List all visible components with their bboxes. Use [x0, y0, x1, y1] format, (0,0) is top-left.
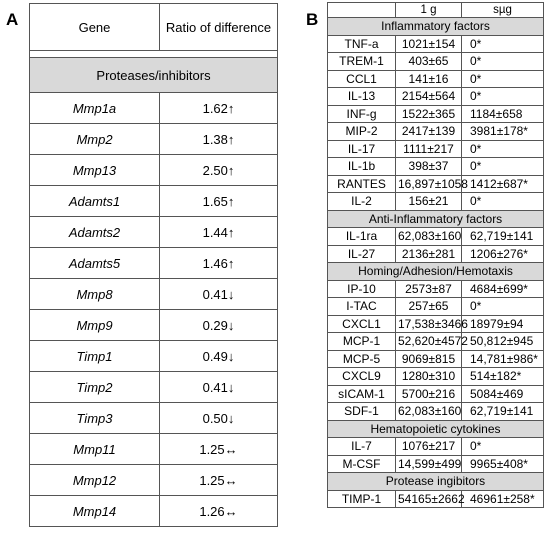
- table-row: [328, 298, 544, 316]
- dose-sug-value: 46961±258*: [462, 490, 544, 508]
- ratio-value: 0.41↓: [160, 372, 278, 403]
- factor-name: INF-g: [328, 105, 396, 123]
- table-row: [30, 372, 278, 403]
- table-row: [328, 350, 544, 368]
- factor-name: IL-27: [328, 245, 396, 263]
- factor-name: sICAM-1: [328, 385, 396, 403]
- gene-name: Timp2: [30, 372, 160, 403]
- table-row: [30, 248, 278, 279]
- ratio-value: 1.25↔: [160, 434, 278, 465]
- table-row: [328, 123, 544, 141]
- dose-sug-value: 62,719±141: [462, 228, 544, 246]
- dose-1g-value: 1021±154: [396, 35, 462, 53]
- dose-1g-value: 2136±281: [396, 245, 462, 263]
- factor-name: CXCL1: [328, 315, 396, 333]
- dose-sug-value: 0*: [462, 53, 544, 71]
- dose-sug-value: 0*: [462, 193, 544, 211]
- section-title: Protease ingibitors: [328, 473, 544, 491]
- dose-sug-value: 0*: [462, 140, 544, 158]
- table-row: [328, 333, 544, 351]
- dose-sug-value: 14,781±986*: [462, 350, 544, 368]
- section-header-row: [328, 18, 544, 36]
- dose-sug-value: 9965±408*: [462, 455, 544, 473]
- dose-1g-value: 403±65: [396, 53, 462, 71]
- section-header-row: [328, 263, 544, 281]
- dose-1g-value: 52,620±4572: [396, 333, 462, 351]
- dose-sug-value: 0*: [462, 35, 544, 53]
- dose-1g-value: 9069±815: [396, 350, 462, 368]
- dose-1g-value: 141±16: [396, 70, 462, 88]
- section-header-row: [328, 210, 544, 228]
- dose-sug-value: 0*: [462, 438, 544, 456]
- factor-name: IL-2: [328, 193, 396, 211]
- gene-name: Mmp12: [30, 465, 160, 496]
- dose-sug-value: 0*: [462, 298, 544, 316]
- gene-name: Mmp9: [30, 310, 160, 341]
- dose-sug-value: 1412±687*: [462, 175, 544, 193]
- name-column-header: [328, 3, 396, 18]
- dose-1g-value: 1111±217: [396, 140, 462, 158]
- dose-sug-value: 0*: [462, 158, 544, 176]
- gene-name: Mmp8: [30, 279, 160, 310]
- table-row: [328, 280, 544, 298]
- table-row: [328, 490, 544, 508]
- factor-name: MCP-5: [328, 350, 396, 368]
- table-row: [328, 245, 544, 263]
- table-row: [328, 438, 544, 456]
- table-row: [328, 228, 544, 246]
- gene-name: Adamts5: [30, 248, 160, 279]
- section-title: Anti-Inflammatory factors: [328, 210, 544, 228]
- dose-1g-value: 62,083±160: [396, 403, 462, 421]
- gene-column-header: Gene: [30, 4, 160, 51]
- dose-sug-value: 5084±469: [462, 385, 544, 403]
- table-row: [30, 155, 278, 186]
- dose-1g-value: 1522±365: [396, 105, 462, 123]
- dose-sug-column-header: sµg: [462, 3, 544, 18]
- factor-name: CXCL9: [328, 368, 396, 386]
- dose-sug-value: 0*: [462, 70, 544, 88]
- gene-ratio-table: [29, 3, 278, 527]
- factor-name: TREM-1: [328, 53, 396, 71]
- section-header-row: [328, 420, 544, 438]
- panel-a-label: A: [6, 10, 19, 29]
- ratio-column-header: Ratio of difference: [160, 4, 278, 51]
- dose-sug-value: 514±182*: [462, 368, 544, 386]
- gene-name: Adamts1: [30, 186, 160, 217]
- dose-sug-value: 50,812±945: [462, 333, 544, 351]
- panel-b-label: B: [306, 10, 319, 29]
- cytokine-table: [327, 2, 544, 508]
- dose-sug-value: 4684±699*: [462, 280, 544, 298]
- table-row: [30, 310, 278, 341]
- section-title: Proteases/inhibitors: [30, 58, 278, 93]
- dose-1g-value: 17,538±3466: [396, 315, 462, 333]
- dose-1g-column-header: 1 g: [396, 3, 462, 18]
- factor-name: MCP-1: [328, 333, 396, 351]
- dose-1g-value: 62,083±160: [396, 228, 462, 246]
- table-row: [328, 193, 544, 211]
- factor-name: TNF-a: [328, 35, 396, 53]
- dose-sug-value: 62,719±141: [462, 403, 544, 421]
- factor-name: SDF-1: [328, 403, 396, 421]
- dose-sug-value: 1206±276*: [462, 245, 544, 263]
- section-header-row: [328, 473, 544, 491]
- factor-name: IL-1b: [328, 158, 396, 176]
- gene-name: Adamts2: [30, 217, 160, 248]
- table-row: [30, 341, 278, 372]
- ratio-value: 2.50↑: [160, 155, 278, 186]
- ratio-value: 0.49↓: [160, 341, 278, 372]
- factor-name: RANTES: [328, 175, 396, 193]
- gene-name: Mmp2: [30, 124, 160, 155]
- dose-sug-value: 0*: [462, 88, 544, 106]
- table-row: [30, 434, 278, 465]
- factor-name: IL-7: [328, 438, 396, 456]
- dose-1g-value: 398±37: [396, 158, 462, 176]
- table-row: [328, 175, 544, 193]
- table-row: [30, 186, 278, 217]
- table-row: [30, 279, 278, 310]
- section-title: Inflammatory factors: [328, 18, 544, 36]
- dose-1g-value: 1076±217: [396, 438, 462, 456]
- dose-1g-value: 54165±2662: [396, 490, 462, 508]
- gene-name: Timp3: [30, 403, 160, 434]
- gene-name: Mmp11: [30, 434, 160, 465]
- section-title: Hematopoietic cytokines: [328, 420, 544, 438]
- dose-1g-value: 14,599±499: [396, 455, 462, 473]
- dose-1g-value: 16,897±1058: [396, 175, 462, 193]
- ratio-value: 1.25↔: [160, 465, 278, 496]
- table-row: [328, 88, 544, 106]
- gene-name: Timp1: [30, 341, 160, 372]
- table-row: [30, 124, 278, 155]
- ratio-value: 1.62↑: [160, 93, 278, 124]
- gene-name: Mmp13: [30, 155, 160, 186]
- factor-name: I-TAC: [328, 298, 396, 316]
- ratio-value: 1.38↑: [160, 124, 278, 155]
- table-row: [328, 368, 544, 386]
- table-row: [30, 465, 278, 496]
- factor-name: M-CSF: [328, 455, 396, 473]
- factor-name: MIP-2: [328, 123, 396, 141]
- table-row: [328, 35, 544, 53]
- table-row: [328, 158, 544, 176]
- ratio-value: 1.65↑: [160, 186, 278, 217]
- dose-1g-value: 1280±310: [396, 368, 462, 386]
- table-row: [30, 93, 278, 124]
- factor-name: IP-10: [328, 280, 396, 298]
- table-row: [328, 140, 544, 158]
- table-row: [328, 315, 544, 333]
- dose-sug-value: 3981±178*: [462, 123, 544, 141]
- table-row: [328, 455, 544, 473]
- ratio-value: 1.46↑: [160, 248, 278, 279]
- ratio-value: 0.41↓: [160, 279, 278, 310]
- factor-name: CCL1: [328, 70, 396, 88]
- dose-1g-value: 2573±87: [396, 280, 462, 298]
- ratio-value: 0.50↓: [160, 403, 278, 434]
- dose-1g-value: 257±65: [396, 298, 462, 316]
- table-row: [328, 53, 544, 71]
- table-row: [328, 105, 544, 123]
- table-row: [328, 385, 544, 403]
- table-row: [328, 70, 544, 88]
- table-row: [30, 403, 278, 434]
- dose-sug-value: 18979±94: [462, 315, 544, 333]
- ratio-value: 0.29↓: [160, 310, 278, 341]
- dose-1g-value: 2417±139: [396, 123, 462, 141]
- section-title: Homing/Adhesion/Hemotaxis: [328, 263, 544, 281]
- gene-name: Mmp1a: [30, 93, 160, 124]
- ratio-value: 1.26↔: [160, 496, 278, 527]
- dose-1g-value: 156±21: [396, 193, 462, 211]
- dose-sug-value: 1184±658: [462, 105, 544, 123]
- table-row: [30, 217, 278, 248]
- factor-name: IL-1ra: [328, 228, 396, 246]
- gene-name: Mmp14: [30, 496, 160, 527]
- table-row: [30, 496, 278, 527]
- dose-1g-value: 5700±216: [396, 385, 462, 403]
- factor-name: TIMP-1: [328, 490, 396, 508]
- factor-name: IL-13: [328, 88, 396, 106]
- spacer-row: [30, 51, 278, 58]
- dose-1g-value: 2154±564: [396, 88, 462, 106]
- ratio-value: 1.44↑: [160, 217, 278, 248]
- table-row: [328, 403, 544, 421]
- factor-name: IL-17: [328, 140, 396, 158]
